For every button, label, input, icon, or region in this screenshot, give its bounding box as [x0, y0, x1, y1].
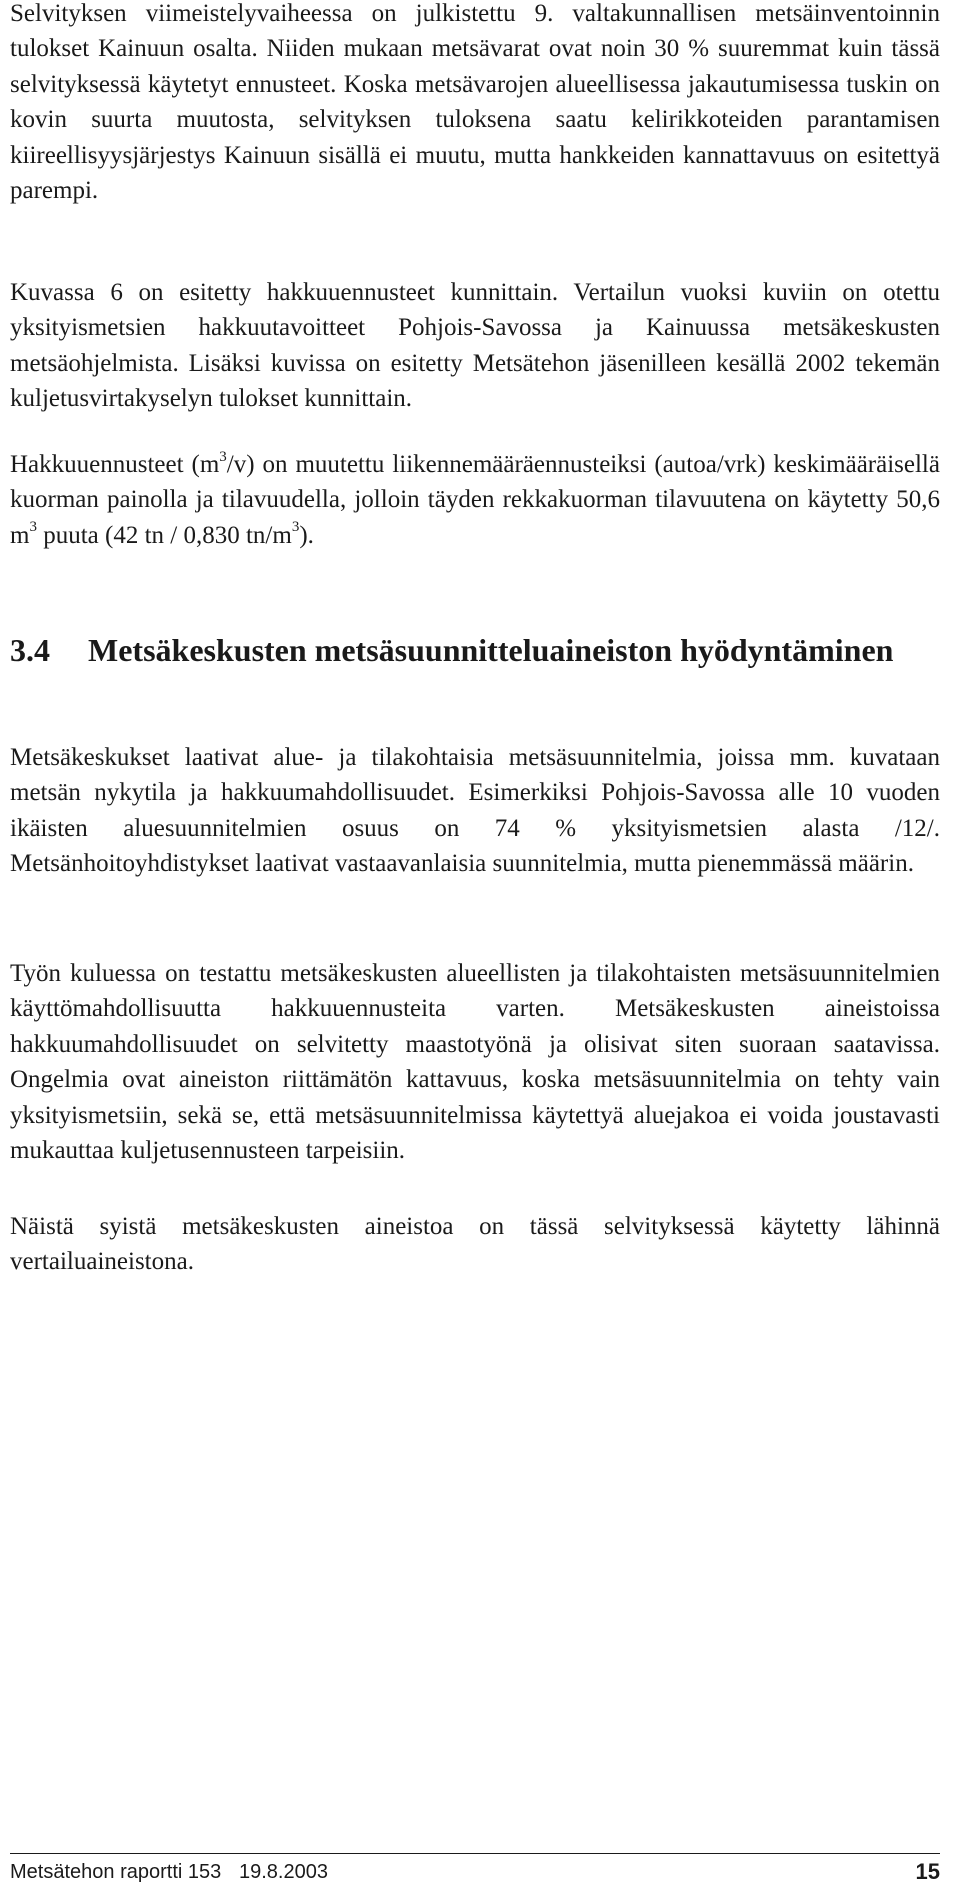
footer-report-title: Metsätehon raportti 153	[10, 1861, 222, 1883]
text-run: ).	[299, 521, 314, 549]
paragraph-traffic-conversion	[10, 447, 940, 553]
paragraph-text: Selvityksen viimeistelyvaiheessa on julkistettu 9. valtakunnallisen metsäinventoinnin tulokset Kainuun osalta. Niiden mukaan metsävarat ovat noin 30 % suuremmat kuin tässä selvityksessä käytetyt ennusteet. Koska metsävarojen alueellisessa jakautumisessa tuskin on kovin suurta muutosta, selvityksen tuloksena saatu kelirikkoteiden parantamisen kiireellisyysjärjestys Kainuun sisällä ei muutu, mutta hankkeiden kannattavuus on esitettyä parempi.	[10, 0, 940, 205]
paragraph-text: Työn kuluessa on testattu metsäkeskusten alueellisten ja tilakohtaisten metsäsuunnitelmien käyttömahdollisuutta hakkuuennusteita varten. Metsäkeskusten aineistoissa hakkuumahdollisuudet on selvitetty maastotyönä ja olisivat siten suoraan saatavissa. Ongelmia ovat aineiston riittämätön kattavuus, koska metsäsuunnitelmia on tehty vain yksityismetsiin, sekä se, että metsäsuunnitelmissa käytettyä aluejakoa ei voida joustavasti mukauttaa kuljetusennusteen tarpeisiin.	[10, 960, 940, 1165]
text-run: /v) on muutettu liikennemääräennusteiksi (autoa/vrk) keskimääräisellä kuorman painolla ja tilavuudella, jolloin täyden rekkakuorman tilavuutena on käytetty 50,6 m	[10, 451, 940, 549]
paragraph-conclusion	[10, 1209, 940, 1280]
paragraph-text: Näistä syistä metsäkeskusten aineistoa on tässä selvityksessä käytetty lähinnä vertailuaineistona.	[10, 1213, 940, 1276]
section-number: 3.4	[10, 632, 50, 668]
superscript: 3	[219, 448, 227, 465]
footer-date: 19.8.2003	[239, 1861, 328, 1883]
footer-divider	[10, 1853, 940, 1854]
superscript: 3	[29, 519, 37, 536]
text-run: puuta (42 tn / 0,830 tn/m	[36, 521, 292, 549]
paragraph-inventory-results	[10, 0, 940, 208]
page-number: 15	[915, 1859, 940, 1884]
paragraph-text: Kuvassa 6 on esitetty hakkuuennusteet kunnittain. Vertailun vuoksi kuviin on otettu yksityismetsien hakkuutavoitteet Pohjois-Savossa ja Kainuussa metsäkeskusten metsäohjelmista. Lisäksi kuvissa on esitetty Metsätehon jäsenilleen kesällä 2002 tekemän kuljetusvirtakyselyn tulokset kunnittain.	[10, 279, 940, 413]
superscript: 3	[291, 519, 300, 536]
paragraph-text	[10, 447, 940, 553]
section-heading	[10, 628, 910, 672]
paragraph-testing-plans	[10, 956, 940, 1168]
section-title: Metsäkeskusten metsäsuunnitteluaineiston hyödyntäminen	[88, 632, 894, 668]
paragraph-text: Metsäkeskukset laativat alue- ja tilakohtaisia metsäsuunnitelmia, joissa mm. kuvataan metsän nykytila ja hakkuumahdollisuudet. Esimerkiksi Pohjois-Savossa alle 10 vuoden ikäisten aluesuunnitelmien osuus on 74 % yksityismetsien alasta /12/. Metsänhoitoyhdistykset laativat vastaavanlaisia suunnitelmia, mutta pienemmässä määrin.	[10, 744, 940, 878]
paragraph-felling-forecasts	[10, 275, 940, 417]
text-run: Hakkuuennusteet (m	[10, 451, 220, 478]
paragraph-forest-plans	[10, 740, 940, 882]
